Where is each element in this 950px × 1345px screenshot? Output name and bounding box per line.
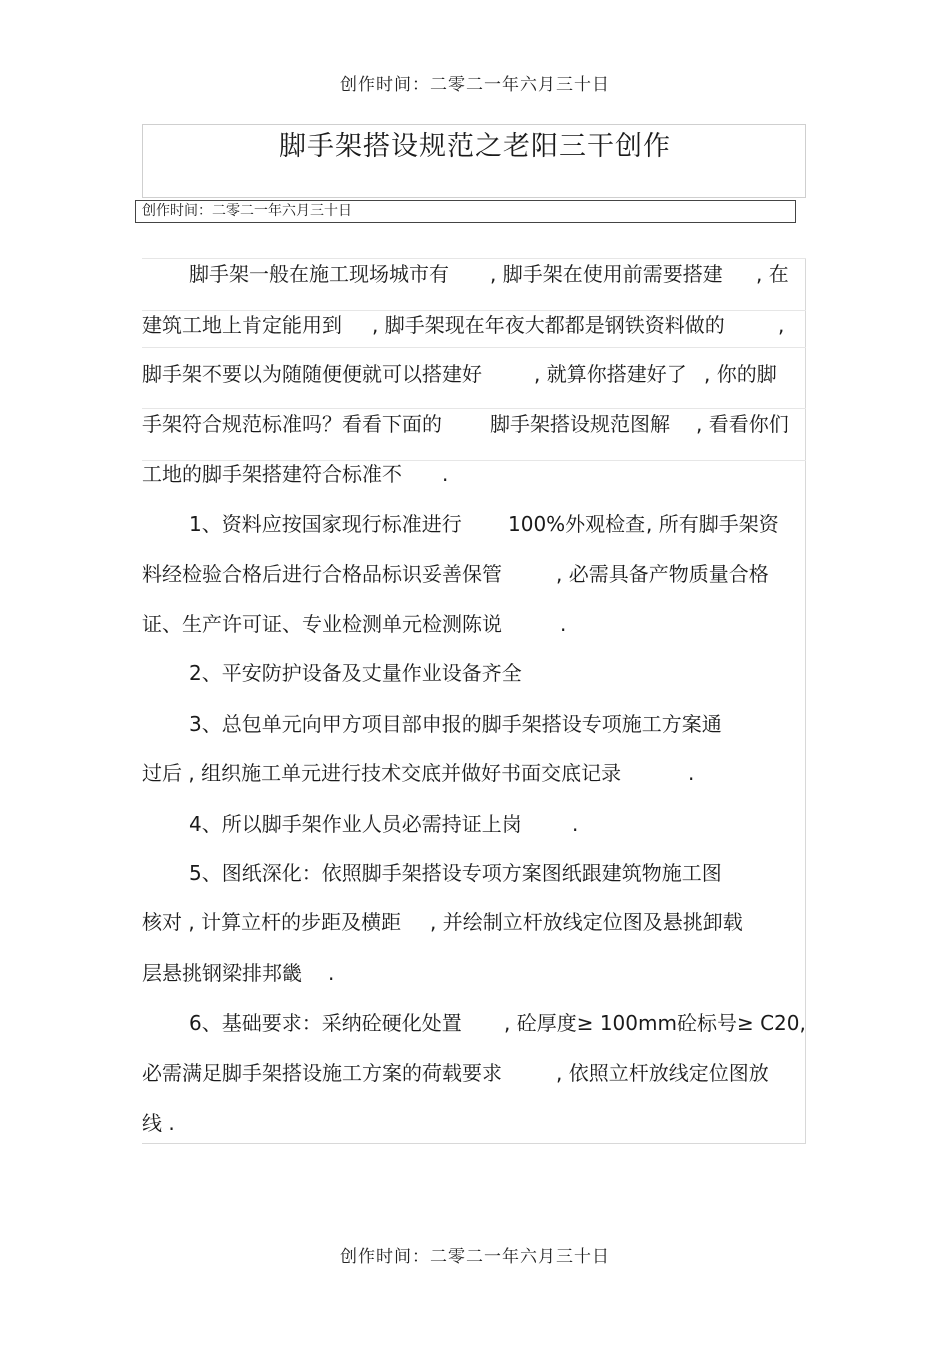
text-segment: , 并绘制立杆放线定位图及悬挑卸载: [430, 910, 743, 934]
text-segment: 手架符合规范标准吗？看看下面的: [142, 412, 442, 436]
item-6-line-3: 线 .: [142, 1111, 175, 1135]
text-segment: .: [560, 612, 567, 636]
text-segment: , 看看你们: [696, 412, 789, 436]
document-title: 脚手架搭设规范之老阳三干创作: [279, 131, 671, 162]
text-segment: 脚手架搭设规范图解: [490, 412, 670, 436]
text-segment: , 必需具备产物质量合格: [556, 562, 769, 586]
text-segment: 料经检验合格后进行合格品标识妥善保管: [142, 562, 502, 586]
item-6-line-2: [142, 1061, 806, 1133]
text-segment: , 砼厚度≥ 100mm砼标号≥ C20,: [504, 1011, 806, 1035]
text-segment: 1、资料应按国家现行标准进行: [189, 512, 462, 536]
text-segment: 建筑工地上肯定能用到: [142, 313, 342, 337]
text-segment: , 就算你搭建好了: [534, 362, 687, 386]
text-segment: 核对 , 计算立杆的步距及横距: [142, 910, 402, 934]
text-segment: , 脚手架现在年夜大都都是钢铁资料做的: [372, 313, 725, 337]
text-segment: 脚手架不要以为随随便便就可以搭建好: [142, 362, 482, 386]
text-segment: 脚手架一般在施工现场城市有: [189, 262, 449, 286]
item-3-line-1: 3、总包单元向甲方项目部申报的脚手架搭设专项施工方案通: [189, 712, 722, 736]
title-creation-time: 创作时间：二零二一年六月三十日: [135, 200, 796, 223]
text-segment: 层悬挑钢梁排邦畿: [142, 961, 302, 985]
text-segment: , 你的脚: [704, 362, 777, 386]
row-rule: [142, 258, 806, 259]
text-segment: 工地的脚手架搭建符合标准不: [142, 462, 402, 486]
text-segment: ,: [778, 313, 785, 337]
footer-creation-time: 创作时间：二零二一年六月三十日: [340, 1247, 610, 1267]
text-segment: 必需满足脚手架搭设施工方案的荷载要求: [142, 1061, 502, 1085]
text-segment: .: [328, 961, 335, 985]
header-creation-time: 创作时间：二零二一年六月三十日: [340, 75, 610, 95]
text-segment: 100%外观检查: [508, 512, 646, 536]
text-segment: 证、生产许可证、专业检测单元检测陈说: [142, 612, 502, 636]
text-segment: , 依照立杆放线定位图放: [556, 1061, 769, 1085]
text-segment: .: [442, 462, 449, 486]
text-segment: .: [688, 761, 695, 785]
text-segment: , 在: [756, 262, 789, 286]
item-2-line-1: 2、平安防护设备及丈量作业设备齐全: [189, 661, 522, 685]
text-segment: .: [572, 812, 579, 836]
text-segment: 4、所以脚手架作业人员必需持证上岗: [189, 812, 522, 836]
text-segment: , 所有脚手架资: [646, 512, 779, 536]
text-segment: 6、基础要求：采纳砼硬化处置: [189, 1011, 462, 1035]
text-segment: , 脚手架在使用前需要搭建: [490, 262, 723, 286]
text-segment: 过后 , 组织施工单元进行技术交底并做好书面交底记录: [142, 761, 622, 785]
item-5-line-1: 5、图纸深化：依照脚手架搭设专项方案图纸跟建筑物施工图: [189, 861, 722, 885]
